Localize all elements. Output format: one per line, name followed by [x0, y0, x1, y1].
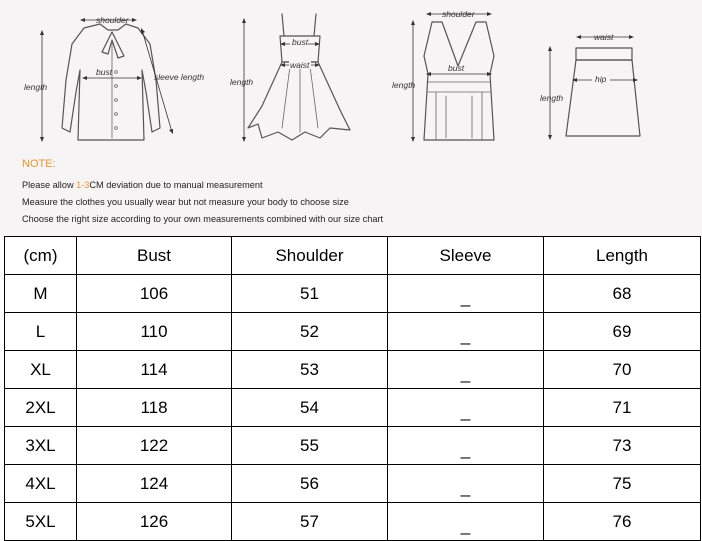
length-cell: 68 [544, 275, 701, 313]
table-row [5, 313, 701, 351]
skirt-illustration [540, 32, 640, 140]
note-line-measure: Measure the clothes you usually wear but not measure your body to choose size [22, 197, 349, 207]
skirt-hip-label: hip [595, 74, 607, 84]
note-line-size-chart: Choose the right size according to your own measurements combined with our size chart [22, 214, 384, 224]
shoulder-cell: 51 [232, 275, 388, 313]
length-cell: 76 [544, 503, 701, 541]
dress-bust-label: bust [292, 37, 309, 47]
length-cell: 73 [544, 427, 701, 465]
shoulder-cell: 55 [232, 427, 388, 465]
size-table [4, 236, 701, 541]
table-row [5, 389, 701, 427]
bust-cell: 118 [77, 389, 232, 427]
sleeve-value: _ [460, 325, 471, 345]
size-cell: 2XL [5, 389, 77, 427]
bust-cell: 122 [77, 427, 232, 465]
sleeve-value: _ [460, 477, 471, 497]
sleeve-cell [388, 503, 544, 541]
measurement-guide-panel [0, 0, 702, 236]
header-sleeve: Sleeve [388, 237, 544, 275]
dress-illustration [230, 14, 350, 142]
shirt-length-label: length [24, 82, 48, 92]
shoulder-cell: 56 [232, 465, 388, 503]
bust-cell: 114 [77, 351, 232, 389]
size-cell: M [5, 275, 77, 313]
bust-cell: 110 [77, 313, 232, 351]
bust-cell: 106 [77, 275, 232, 313]
sleeve-cell [388, 465, 544, 503]
table-row [5, 275, 701, 313]
header-shoulder: Shoulder [232, 237, 388, 275]
table-row [5, 351, 701, 389]
table-row [5, 465, 701, 503]
shirt-sleeve-length-label: sleeve length [154, 72, 205, 82]
tank-bust-label: bust [448, 63, 465, 73]
sleeve-cell [388, 275, 544, 313]
dress-length-label: length [230, 77, 254, 87]
header-length: Length [544, 237, 701, 275]
sleeve-value: _ [460, 515, 471, 535]
sleeve-cell [388, 389, 544, 427]
length-cell: 69 [544, 313, 701, 351]
length-cell: 70 [544, 351, 701, 389]
size-cell: 5XL [5, 503, 77, 541]
size-cell: XL [5, 351, 77, 389]
bust-cell: 126 [77, 503, 232, 541]
table-row [5, 503, 701, 541]
note-line-deviation-post: CM deviation due to manual measurement [89, 180, 263, 190]
size-cell: 3XL [5, 427, 77, 465]
sleeve-cell [388, 351, 544, 389]
tank-length-label: length [392, 80, 416, 90]
shoulder-cell: 53 [232, 351, 388, 389]
shoulder-cell: 57 [232, 503, 388, 541]
sleeve-cell [388, 427, 544, 465]
note-line-deviation-pre: Please allow [22, 180, 77, 190]
table-header-row [5, 237, 701, 275]
header-unit: (cm) [5, 237, 77, 275]
size-cell: L [5, 313, 77, 351]
note-title: NOTE: [22, 158, 56, 170]
note-line-deviation [22, 180, 263, 190]
length-cell: 71 [544, 389, 701, 427]
sleeve-value: _ [460, 401, 471, 421]
skirt-length-label: length [540, 93, 564, 103]
dress-waist-label: waist [290, 60, 310, 70]
sleeve-value: _ [460, 439, 471, 459]
tank-top-illustration [392, 9, 494, 142]
sleeve-cell [388, 313, 544, 351]
sleeve-value: _ [460, 287, 471, 307]
tank-shoulder-label: shoulder [442, 9, 475, 19]
note-deviation-range: 1-3 [76, 180, 90, 190]
sleeve-value: _ [460, 363, 471, 383]
shirt-shoulder-label: shoulder [96, 15, 129, 25]
shoulder-cell: 54 [232, 389, 388, 427]
bust-cell: 124 [77, 465, 232, 503]
shirt-illustration [24, 15, 204, 142]
length-cell: 75 [544, 465, 701, 503]
header-bust: Bust [77, 237, 232, 275]
size-cell: 4XL [5, 465, 77, 503]
shoulder-cell: 52 [232, 313, 388, 351]
skirt-waist-label: waist [594, 32, 614, 42]
garment-illustrations [0, 0, 702, 156]
table-row [5, 427, 701, 465]
shirt-bust-label: bust [96, 67, 113, 77]
